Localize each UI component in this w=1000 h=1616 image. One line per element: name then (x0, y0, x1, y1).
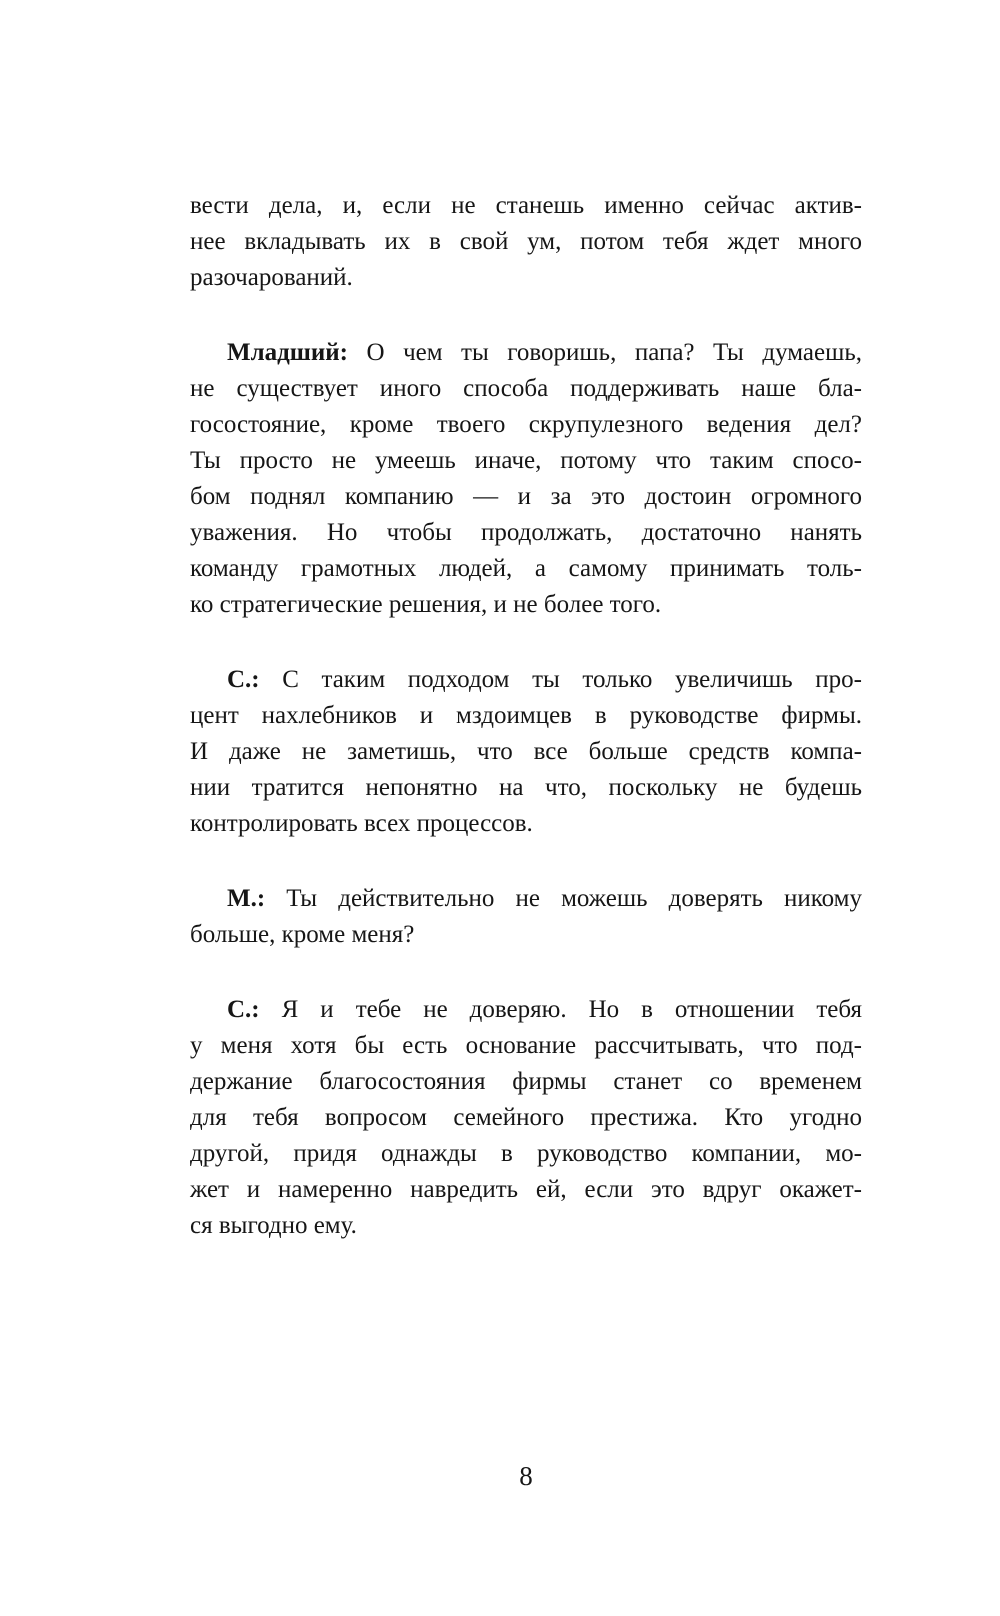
text-line: для тебя вопросом семейного престижа. Кто угодно (190, 1104, 862, 1131)
text-line: ся выгодно ему. (190, 1212, 357, 1239)
text-line: нее вкладывать их в свой ум, потом тебя ждет много (190, 228, 862, 255)
text-line: у меня хотя бы есть основание рассчитывать, что под- (190, 1032, 862, 1059)
text-line: жет и намеренно навредить ей, если это вдруг окажет- (190, 1176, 862, 1203)
paragraph (190, 662, 862, 842)
speaker-label: М.: (227, 885, 266, 912)
text-line: другой, придя однажды в руководство компании, мо- (190, 1140, 862, 1167)
text-line: держание благосостояния фирмы станет со временем (190, 1068, 862, 1095)
text-line: вести дела, и, если не станешь именно сейчас актив- (190, 192, 862, 219)
paragraph (190, 881, 862, 953)
text-line: С.: Я и тебе не доверяю. Но в отношении тебя (227, 996, 862, 1023)
text-line: не существует иного способа поддерживать наше бла- (190, 375, 862, 402)
speaker-label: С.: (227, 666, 260, 693)
speaker-label: Младший: (227, 339, 349, 366)
paragraph (190, 335, 862, 623)
text-line: М.: Ты действительно не можешь доверять никому (227, 885, 862, 912)
text-line: команду грамотных людей, а самому принимать толь- (190, 555, 862, 582)
text-line: уважения. Но чтобы продолжать, достаточно нанять (190, 519, 862, 546)
text-line: бом поднял компанию — и за это достоин огромного (190, 483, 862, 510)
text-line: госостояние, кроме твоего скрупулезного ведения дел? (190, 411, 862, 438)
text-line: больше, кроме меня? (190, 921, 415, 948)
text-line: ко стратегические решения, и не более того. (190, 591, 662, 618)
text-line: цент нахлебников и мздоимцев в руководстве фирмы. (190, 702, 862, 729)
text-line: разочарований. (190, 264, 353, 291)
paragraph (190, 992, 862, 1244)
text-line: С.: С таким подходом ты только увеличишь про- (227, 666, 862, 693)
text-line: Младший: О чем ты говоришь, папа? Ты думаешь, (227, 339, 862, 366)
paragraph (190, 188, 862, 296)
text-block (190, 188, 862, 1244)
text-line: Ты просто не умеешь иначе, потому что таким спосо- (190, 447, 862, 474)
speaker-label: С.: (227, 996, 260, 1023)
text-line: И даже не заметишь, что все больше средств компа- (190, 738, 862, 765)
text-line: контролировать всех процессов. (190, 810, 533, 837)
page-number: 8 (519, 1461, 533, 1491)
text-line: нии тратится непонятно на что, поскольку не будешь (190, 774, 862, 801)
